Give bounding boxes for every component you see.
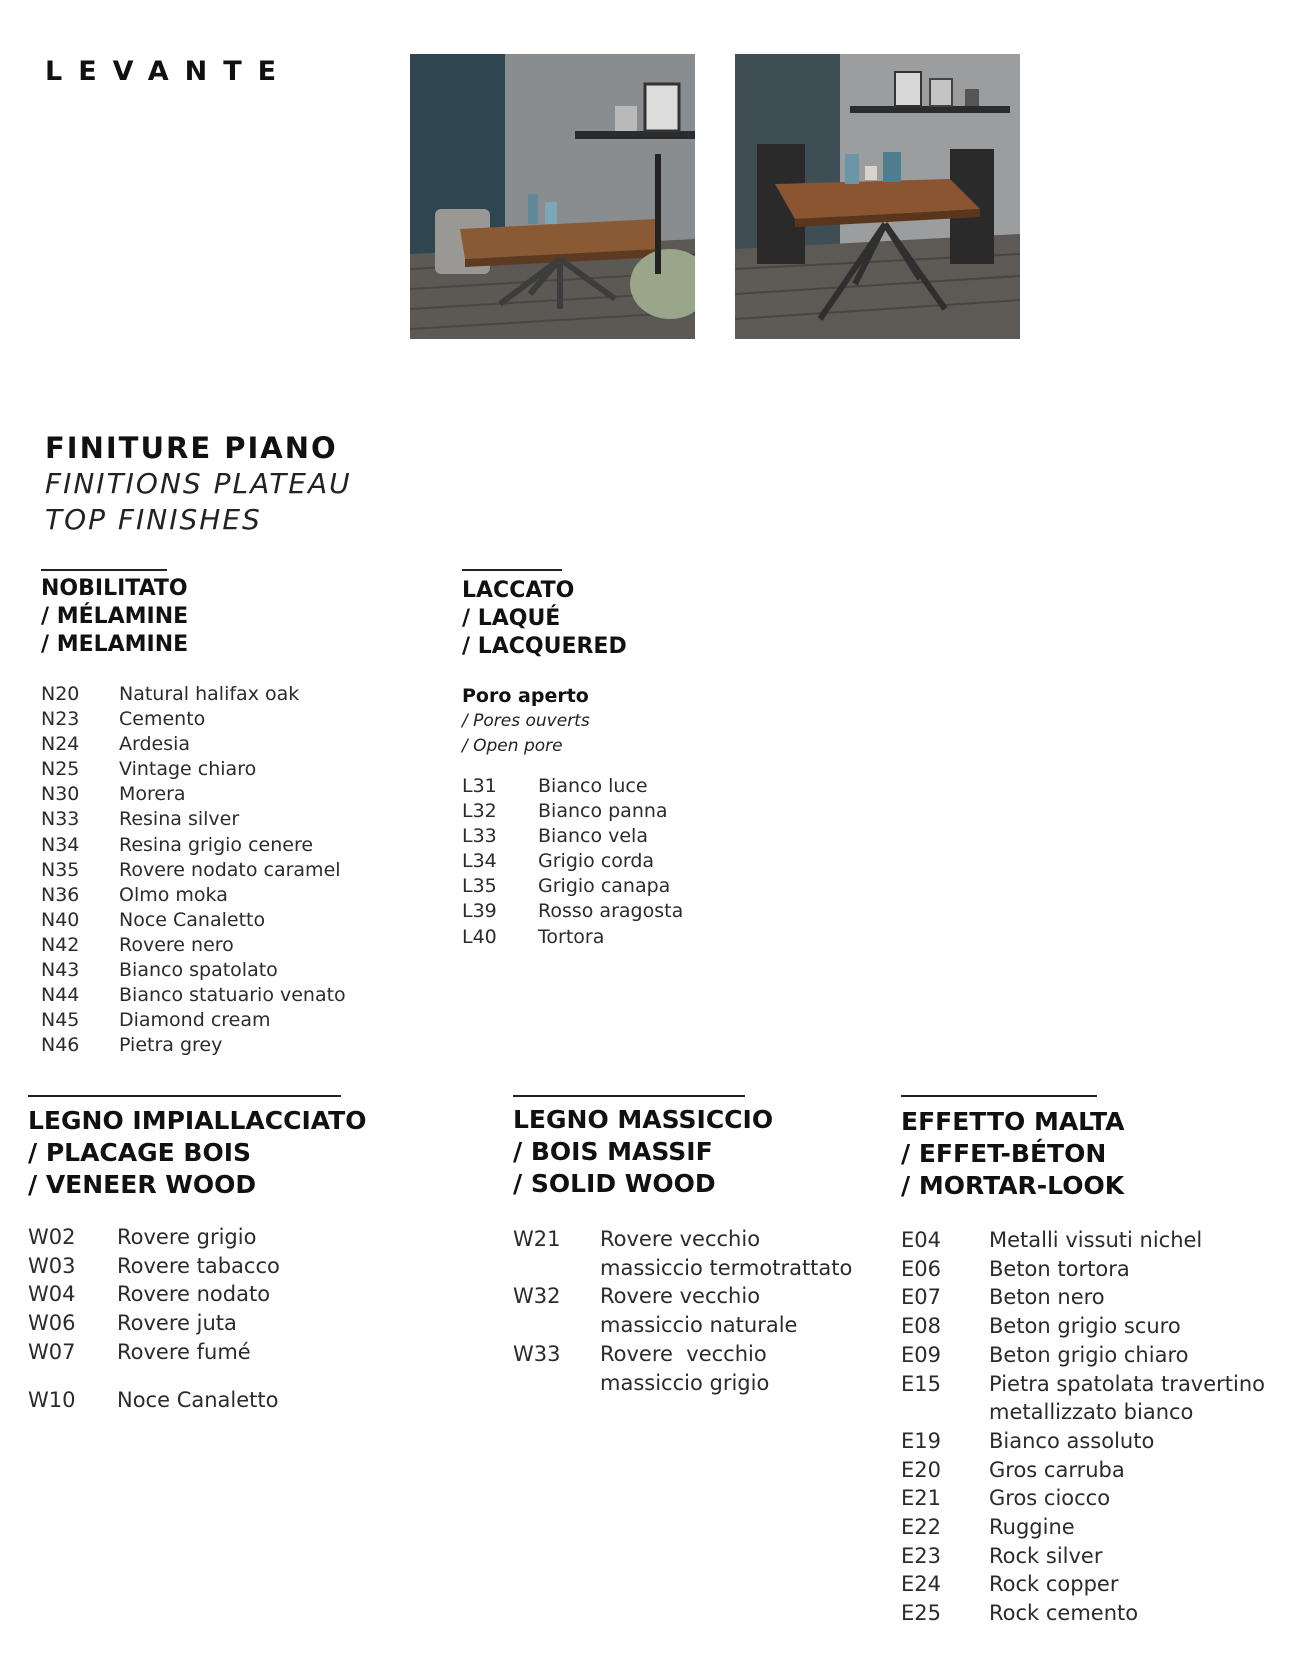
finish-name [600,1282,797,1339]
finish-code: N43 [41,959,80,982]
solid-heading-it: LEGNO MASSICCIO [513,1105,774,1134]
finish-row [901,1427,1265,1456]
finish-row [41,858,346,883]
finish-name: Beton grigio scuro [989,1314,1181,1339]
finish-name: Rock silver [989,1543,1103,1568]
finish-code: N20 [41,683,80,705]
finish-row [462,774,683,799]
finish-code: W33 [513,1341,561,1366]
finish-name [989,1370,1265,1427]
finish-row [28,1309,280,1338]
finish-code: L34 [462,850,497,873]
finish-row [28,1338,280,1367]
nobilitato-heading [41,575,188,659]
finish-code: N30 [41,783,80,806]
finish-name: Vintage chiaro [119,758,257,781]
solid-list [513,1225,852,1397]
finish-name: Ruggine [989,1515,1075,1540]
finish-name-line: massiccio naturale [600,1313,798,1338]
finish-name: Gros carruba [989,1457,1125,1482]
finish-code: L32 [462,800,497,823]
finish-name: Beton grigio chiaro [989,1342,1189,1367]
finish-code: W10 [28,1388,76,1413]
finish-name: Rovere grigio [117,1225,257,1249]
finish-row [41,1033,346,1058]
nobilitato-heading-it: NOBILITATO [41,576,188,601]
finish-code: L40 [462,925,497,948]
finish-code: E04 [901,1228,941,1252]
malta-list [901,1226,1265,1628]
finish-row [513,1340,852,1397]
finish-name: Rovere juta [117,1311,237,1336]
section-divider [462,569,562,571]
finish-row [901,1312,1265,1341]
finish-row [901,1513,1265,1542]
finish-code: N46 [41,1034,80,1057]
laccato-sub-fr: / Pores ouverts [462,711,590,731]
finish-code: L39 [462,900,497,923]
finish-row [41,782,346,807]
malta-heading-en: / MORTAR-LOOK [901,1171,1125,1200]
finish-name: Rovere nero [119,933,234,956]
finish-code: W03 [28,1253,76,1278]
finish-code: N44 [41,984,80,1007]
veneer-heading [28,1105,366,1201]
finish-name: Grigio corda [538,850,655,873]
finish-row [462,899,683,924]
laccato-sub-it: Poro aperto [462,685,589,707]
finish-row [41,807,346,832]
finish-code: N40 [41,908,80,931]
solid-heading-fr: / BOIS MASSIF [513,1137,713,1166]
finish-name-line: Pietra spatolata travertino [989,1371,1266,1396]
nobilitato-heading-fr: / MÉLAMINE [41,604,189,629]
solid-heading-en: / SOLID WOOD [513,1169,716,1198]
laccato-list [462,774,683,950]
finish-name: Diamond cream [119,1009,271,1032]
finish-code: N24 [41,733,80,756]
veneer-heading-fr: / PLACAGE BOIS [28,1138,252,1167]
finish-name: Rock cemento [989,1601,1139,1626]
finish-row [28,1280,280,1309]
finish-code: N36 [41,883,80,906]
finish-name: Rosso aragosta [538,900,684,923]
finish-code: E06 [901,1256,941,1281]
finish-name: Ardesia [119,733,191,756]
page-title-fr: FINITIONS PLATEAU [45,467,352,500]
finish-row [41,908,346,933]
finish-name: Beton nero [989,1285,1105,1310]
finish-code: N45 [41,1009,80,1032]
laccato-heading-fr: / LAQUÉ [462,606,561,631]
finish-name: Cemento [119,708,206,731]
dining-table-photo [735,54,1020,339]
finish-row [901,1484,1265,1513]
section-divider [41,569,167,571]
finish-name: Bianco spatolato [119,959,278,982]
finish-name: Beton tortora [989,1256,1130,1281]
laccato-heading [462,577,627,661]
finish-code: E19 [901,1428,941,1453]
finish-row [462,925,683,950]
finish-name: Pietra grey [119,1034,223,1057]
finish-code: E09 [901,1342,941,1367]
finish-code: N42 [41,933,80,956]
finish-row [513,1282,852,1339]
finish-name-line: Rovere vecchio [600,1284,761,1309]
finish-name: Gros ciocco [989,1486,1111,1511]
finish-row [41,732,346,757]
section-divider [28,1095,341,1097]
finish-name: Natural halifax oak [119,683,300,705]
finish-row [41,833,346,858]
finish-name: Resina silver [119,808,240,831]
finish-code: E20 [901,1457,941,1482]
finish-name: Olmo moka [119,883,228,906]
finish-row [901,1542,1265,1571]
finish-row [901,1341,1265,1370]
finish-code: N35 [41,858,80,881]
finish-name: Rock copper [989,1572,1119,1597]
finish-name: Bianco assoluto [989,1428,1155,1453]
finish-name: Bianco luce [538,775,648,797]
veneer-heading-it: LEGNO IMPIALLACCIATO [28,1106,367,1135]
finish-row [901,1255,1265,1284]
finish-name: Noce Canaletto [119,908,266,931]
finish-row [901,1599,1265,1628]
finish-name: Rovere tabacco [117,1253,280,1278]
finish-code: E07 [901,1285,941,1310]
finish-name: Morera [119,783,186,806]
malta-heading [901,1106,1124,1202]
finish-row [901,1456,1265,1485]
finish-code: E24 [901,1572,941,1597]
finish-row [41,707,346,732]
finish-code: L33 [462,825,497,848]
finish-code: W21 [513,1227,561,1251]
nobilitato-heading-en: / MELAMINE [41,632,189,657]
finish-code: N25 [41,758,80,781]
finish-code: E08 [901,1314,941,1339]
finish-name-line: massiccio termotrattato [600,1255,853,1280]
finish-name: Tortora [538,925,605,948]
finish-code: W07 [28,1339,76,1364]
finish-code: E15 [901,1371,941,1396]
finish-row [901,1283,1265,1312]
veneer-list [28,1223,280,1415]
finish-code: N23 [41,708,80,731]
page-title [45,430,352,538]
finish-code: E23 [901,1543,941,1568]
laccato-heading-en: / LACQUERED [462,634,627,659]
veneer-heading-en: / VENEER WOOD [28,1170,257,1199]
finish-row [41,682,346,707]
finish-code: N34 [41,833,80,856]
finish-row [462,874,683,899]
finish-row [28,1223,280,1252]
page-title-it: FINITURE PIANO [45,431,338,465]
finish-code: W32 [513,1284,561,1309]
finish-name-line: massiccio grigio [600,1370,770,1395]
finish-name: Grigio canapa [538,875,671,898]
laccato-subheading [462,684,590,759]
finish-row [41,883,346,908]
finish-name: Resina grigio cenere [119,833,314,856]
brand-title: LEVANTE [45,56,293,87]
section-divider [901,1095,1097,1097]
finish-row [41,1008,346,1033]
finish-row [28,1252,280,1281]
finish-code: W02 [28,1225,76,1249]
finish-code: W06 [28,1311,76,1336]
laccato-sub-en: / Open pore [462,736,563,756]
finish-name: Noce Canaletto [117,1388,279,1413]
finish-name: Bianco vela [538,825,648,848]
finish-name: Bianco panna [538,800,668,823]
malta-heading-it: EFFETTO MALTA [901,1107,1125,1136]
finish-name [600,1225,852,1282]
finish-name: Rovere fumé [117,1339,251,1364]
finish-code: E21 [901,1486,941,1511]
finish-row [462,799,683,824]
finish-row [41,757,346,782]
finish-name: Metalli vissuti nichel [989,1228,1203,1252]
finish-row [901,1370,1265,1427]
laccato-heading-it: LACCATO [462,578,575,603]
finish-code: E22 [901,1515,941,1540]
finish-row [901,1570,1265,1599]
finish-row [41,933,346,958]
finish-row [462,849,683,874]
finish-name: Bianco statuario venato [119,984,346,1007]
section-divider [513,1095,745,1097]
coffee-table-photo [410,54,695,339]
malta-heading-fr: / EFFET-BÉTON [901,1139,1107,1168]
finish-name-line: Rovere vecchio [600,1341,767,1366]
nobilitato-list [41,682,346,1058]
finish-code: W04 [28,1282,76,1307]
finish-code: L35 [462,875,497,898]
finish-row [41,958,346,983]
finish-name-line: Rovere vecchio [600,1227,761,1251]
finish-name [600,1340,769,1397]
finish-name: Rovere nodato caramel [119,858,341,881]
finish-code: E25 [901,1601,941,1626]
finish-row [513,1225,852,1282]
finish-row [28,1386,280,1415]
finish-code: L31 [462,775,497,797]
finish-name-line: metallizzato bianco [989,1400,1194,1425]
finish-row [462,824,683,849]
page-title-en: TOP FINISHES [45,503,262,536]
finish-name: Rovere nodato [117,1282,271,1307]
finish-row [41,983,346,1008]
solid-heading [513,1104,773,1200]
finish-code: N33 [41,808,80,831]
finish-row [901,1226,1265,1255]
